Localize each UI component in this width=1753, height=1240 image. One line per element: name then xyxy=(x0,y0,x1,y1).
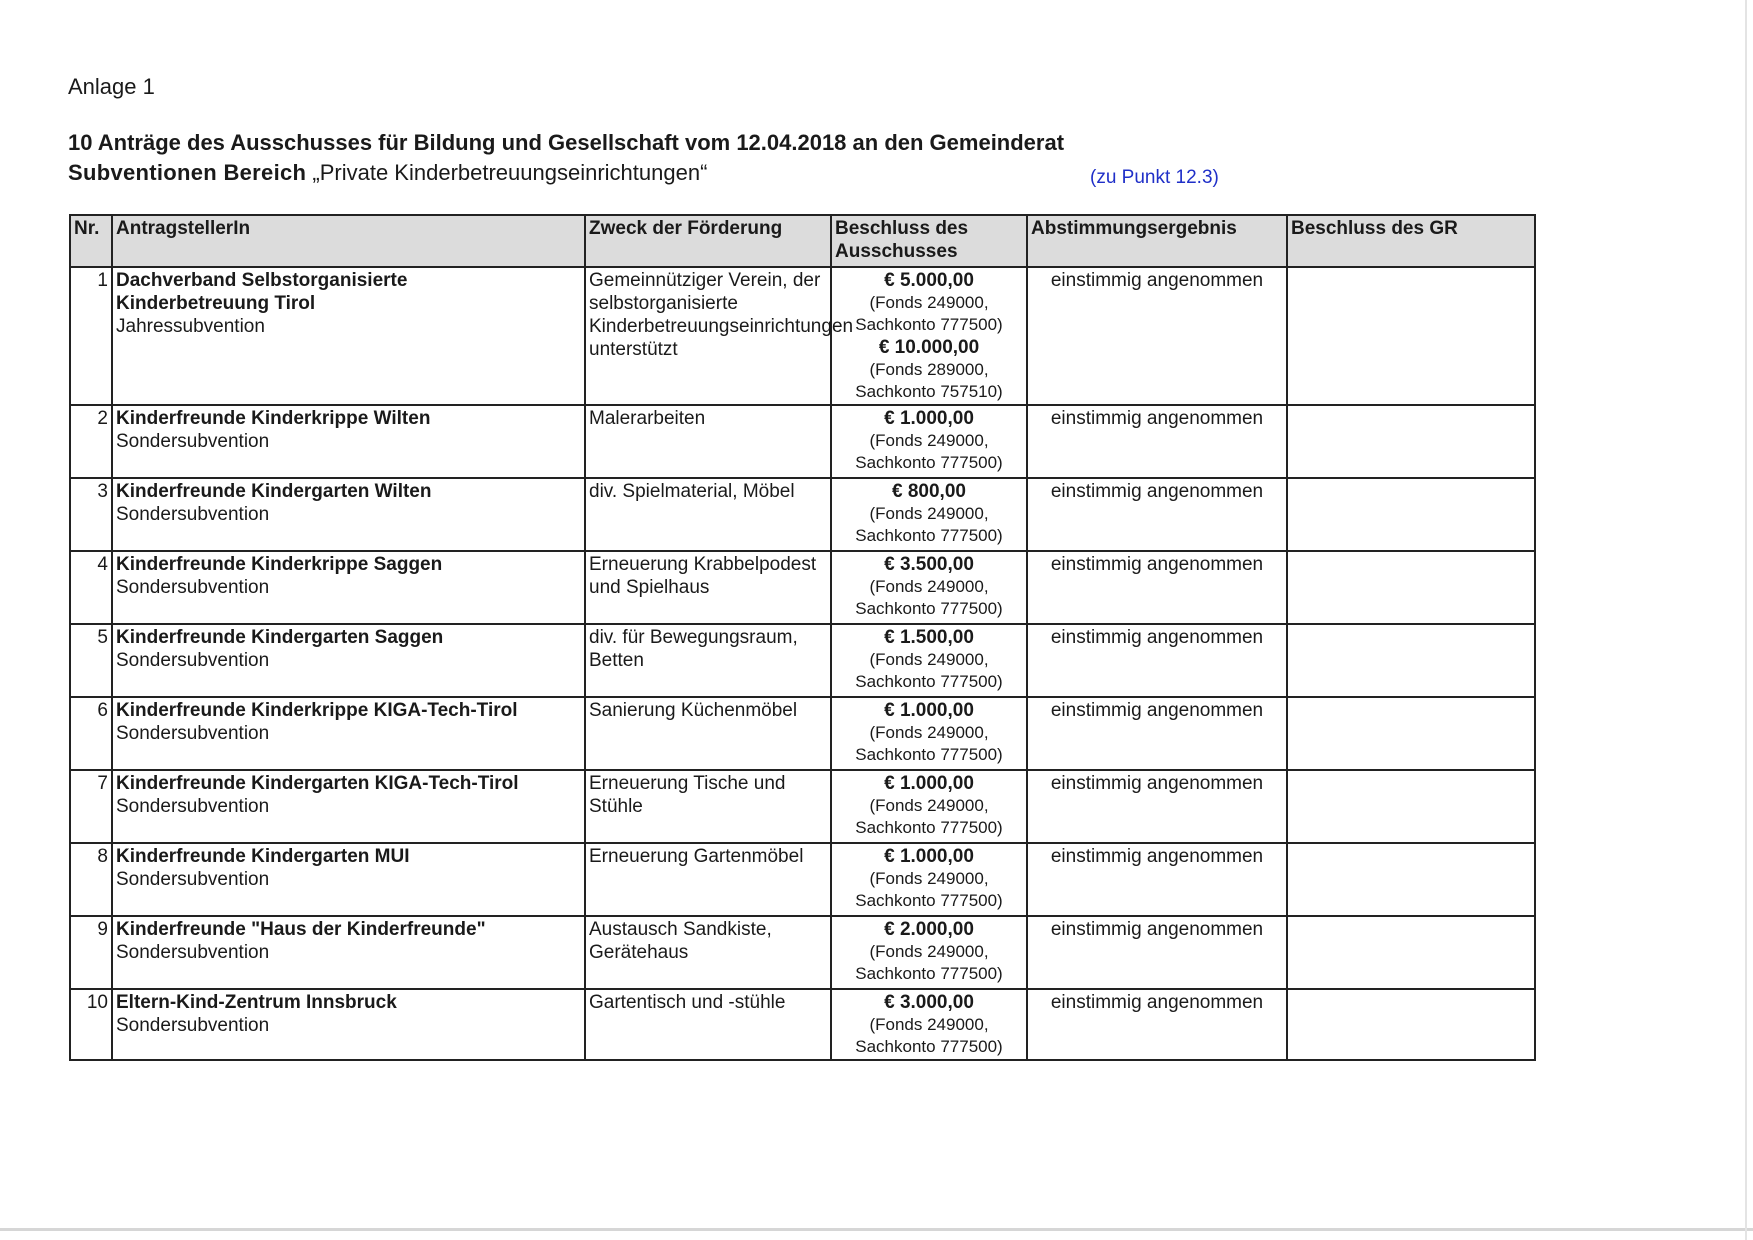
row-gr-decision xyxy=(1287,843,1535,916)
table-row xyxy=(70,843,1535,916)
col-header-beschluss xyxy=(831,215,1027,267)
row-gr-decision xyxy=(1287,478,1535,551)
row-decision xyxy=(831,843,1027,916)
amount: € 1.000,00 xyxy=(884,846,974,867)
row-decision xyxy=(831,697,1027,770)
row-gr-decision xyxy=(1287,267,1535,405)
table-row xyxy=(70,551,1535,624)
amount: € 3.500,00 xyxy=(884,554,974,575)
row-vote-result: einstimmig angenommen xyxy=(1027,624,1287,697)
fonds: (Fonds 249000, xyxy=(869,942,989,961)
row-gr-decision xyxy=(1287,916,1535,989)
row-vote-result: einstimmig angenommen xyxy=(1027,551,1287,624)
row-decision xyxy=(831,267,1027,405)
row-purpose: div. Spielmaterial, Möbel xyxy=(585,478,831,551)
row-vote-result: einstimmig angenommen xyxy=(1027,405,1287,478)
fonds-2: (Fonds 289000, xyxy=(869,360,989,379)
table-row xyxy=(70,405,1535,478)
row-purpose: Gartentisch und -stühle xyxy=(585,989,831,1060)
fonds: (Fonds 249000, xyxy=(869,869,989,888)
row-vote-result: einstimmig angenommen xyxy=(1027,697,1287,770)
row-decision xyxy=(831,478,1027,551)
fonds: (Fonds 249000, xyxy=(869,504,989,523)
scan-edge-right xyxy=(1745,0,1747,1240)
sachkonto: Sachkonto 777500) xyxy=(855,891,1003,910)
row-applicant xyxy=(112,267,585,405)
fonds: (Fonds 249000, xyxy=(869,723,989,742)
row-applicant xyxy=(112,624,585,697)
row-nr: 8 xyxy=(70,843,112,916)
subsidy-type: Sondersubvention xyxy=(116,942,270,963)
sachkonto: Sachkonto 777500) xyxy=(855,526,1003,545)
row-decision xyxy=(831,916,1027,989)
subsidy-type: Sondersubvention xyxy=(116,723,270,744)
row-applicant xyxy=(112,405,585,478)
row-vote-result: einstimmig angenommen xyxy=(1027,770,1287,843)
row-gr-decision xyxy=(1287,770,1535,843)
applicant-name: Kinderfreunde Kindergarten KIGA-Tech-Tirol xyxy=(116,773,519,794)
row-vote-result: einstimmig angenommen xyxy=(1027,267,1287,405)
row-gr-decision xyxy=(1287,405,1535,478)
table-row xyxy=(70,267,1535,405)
document-subtitle xyxy=(68,160,707,186)
col-header-antragsteller: AntragstellerIn xyxy=(112,215,585,267)
sachkonto: Sachkonto 777500) xyxy=(855,745,1003,764)
subtitle-rest: „Private Kinderbetreuungseinrichtungen“ xyxy=(306,160,708,185)
subsidy-type: Sondersubvention xyxy=(116,869,270,890)
row-nr: 2 xyxy=(70,405,112,478)
row-purpose: Malerarbeiten xyxy=(585,405,831,478)
row-purpose: Erneuerung Krabbelpodest und Spielhaus xyxy=(585,551,831,624)
sachkonto: Sachkonto 777500) xyxy=(855,964,1003,983)
row-vote-result: einstimmig angenommen xyxy=(1027,916,1287,989)
table-row xyxy=(70,916,1535,989)
amount: € 1.500,00 xyxy=(884,627,974,648)
fonds: (Fonds 249000, xyxy=(869,577,989,596)
row-vote-result: einstimmig angenommen xyxy=(1027,478,1287,551)
subsidy-type: Sondersubvention xyxy=(116,577,270,598)
applicant-name: Kinderfreunde Kindergarten Saggen xyxy=(116,627,444,648)
sachkonto: Sachkonto 777500) xyxy=(855,672,1003,691)
row-applicant xyxy=(112,697,585,770)
row-gr-decision xyxy=(1287,697,1535,770)
subsidy-type: Sondersubvention xyxy=(116,504,270,525)
row-purpose: Austausch Sandkiste, Gerätehaus xyxy=(585,916,831,989)
applicant-name: Kinderfreunde Kinderkrippe Wilten xyxy=(116,408,431,429)
row-nr: 4 xyxy=(70,551,112,624)
row-applicant xyxy=(112,551,585,624)
row-vote-result: einstimmig angenommen xyxy=(1027,843,1287,916)
subsidy-type: Sondersubvention xyxy=(116,796,270,817)
applicant-name: Kinderfreunde "Haus der Kinderfreunde" xyxy=(116,919,486,940)
col-header-beschluss-l2: Ausschusses xyxy=(835,241,958,262)
row-decision xyxy=(831,770,1027,843)
row-nr: 7 xyxy=(70,770,112,843)
row-nr: 6 xyxy=(70,697,112,770)
row-nr: 3 xyxy=(70,478,112,551)
amount: € 3.000,00 xyxy=(884,992,974,1013)
row-purpose: Sanierung Küchenmöbel xyxy=(585,697,831,770)
table-row xyxy=(70,770,1535,843)
amount: € 1.000,00 xyxy=(884,408,974,429)
amount: € 1.000,00 xyxy=(884,700,974,721)
subsidy-type: Sondersubvention xyxy=(116,650,270,671)
row-purpose: Erneuerung Tische und Stühle xyxy=(585,770,831,843)
row-vote-result: einstimmig angenommen xyxy=(1027,989,1287,1060)
row-applicant xyxy=(112,843,585,916)
row-gr-decision xyxy=(1287,989,1535,1060)
subsidy-type: Jahressubvention xyxy=(116,316,265,337)
table-header-row xyxy=(70,215,1535,267)
applicant-name: Kinderfreunde Kinderkrippe Saggen xyxy=(116,554,443,575)
sachkonto: Sachkonto 777500) xyxy=(855,599,1003,618)
sachkonto-2: Sachkonto 757510) xyxy=(855,382,1003,401)
amount: € 5.000,00 xyxy=(884,270,974,291)
document-title: 10 Anträge des Ausschusses für Bildung und Gesellschaft vom 12.04.2018 an den Gemeinderat xyxy=(68,130,1065,155)
row-purpose: div. für Bewegungsraum, Betten xyxy=(585,624,831,697)
fonds: (Fonds 249000, xyxy=(869,293,989,312)
fonds: (Fonds 249000, xyxy=(869,796,989,815)
applications-table xyxy=(69,214,1536,1061)
applicant-name: Dachverband Selbstorganisierte xyxy=(116,270,408,291)
col-header-zweck: Zweck der Förderung xyxy=(585,215,831,267)
table-row xyxy=(70,989,1535,1060)
row-purpose: Gemeinnütziger Verein, der selbstorganisierte Kinderbetreuungseinrichtungen unterstützt xyxy=(585,267,831,405)
row-decision xyxy=(831,405,1027,478)
attachment-label: Anlage 1 xyxy=(68,74,155,99)
sachkonto: Sachkonto 777500) xyxy=(855,818,1003,837)
amount-2: € 10.000,00 xyxy=(878,337,980,358)
applicant-name: Eltern-Kind-Zentrum Innsbruck xyxy=(116,992,397,1013)
subsidy-type: Sondersubvention xyxy=(116,431,270,452)
applicant-name: Kinderfreunde Kinderkrippe KIGA-Tech-Tirol xyxy=(116,700,518,721)
row-decision xyxy=(831,989,1027,1060)
row-applicant xyxy=(112,916,585,989)
row-nr: 5 xyxy=(70,624,112,697)
row-applicant xyxy=(112,989,585,1060)
row-decision xyxy=(831,624,1027,697)
table-row xyxy=(70,478,1535,551)
row-decision xyxy=(831,551,1027,624)
applicant-name: Kinderfreunde Kindergarten MUI xyxy=(116,846,410,867)
fonds: (Fonds 249000, xyxy=(869,431,989,450)
sachkonto: Sachkonto 777500) xyxy=(855,1037,1003,1056)
subtitle-bold: Subventionen Bereich xyxy=(68,160,307,185)
row-nr: 9 xyxy=(70,916,112,989)
row-purpose: Erneuerung Gartenmöbel xyxy=(585,843,831,916)
agenda-reference: (zu Punkt 12.3) xyxy=(1090,167,1219,188)
sachkonto: Sachkonto 777500) xyxy=(855,315,1003,334)
row-applicant xyxy=(112,478,585,551)
table-row xyxy=(70,697,1535,770)
amount: € 800,00 xyxy=(892,481,966,502)
row-nr: 10 xyxy=(70,989,112,1060)
col-header-gr: Beschluss des GR xyxy=(1287,215,1535,267)
row-gr-decision xyxy=(1287,551,1535,624)
col-header-nr: Nr. xyxy=(70,215,112,267)
amount: € 2.000,00 xyxy=(884,919,974,940)
fonds: (Fonds 249000, xyxy=(869,1015,989,1034)
amount: € 1.000,00 xyxy=(884,773,974,794)
fonds: (Fonds 249000, xyxy=(869,650,989,669)
row-applicant xyxy=(112,770,585,843)
row-nr: 1 xyxy=(70,267,112,405)
sachkonto: Sachkonto 777500) xyxy=(855,453,1003,472)
applicant-name-line2: Kinderbetreuung Tirol xyxy=(116,293,316,314)
table-row xyxy=(70,624,1535,697)
col-header-abstimmung: Abstimmungsergebnis xyxy=(1027,215,1287,267)
scan-edge-bottom xyxy=(0,1228,1753,1231)
col-header-beschluss-l1: Beschluss des xyxy=(835,218,969,239)
subsidy-type: Sondersubvention xyxy=(116,1015,270,1036)
applicant-name: Kinderfreunde Kindergarten Wilten xyxy=(116,481,432,502)
row-gr-decision xyxy=(1287,624,1535,697)
